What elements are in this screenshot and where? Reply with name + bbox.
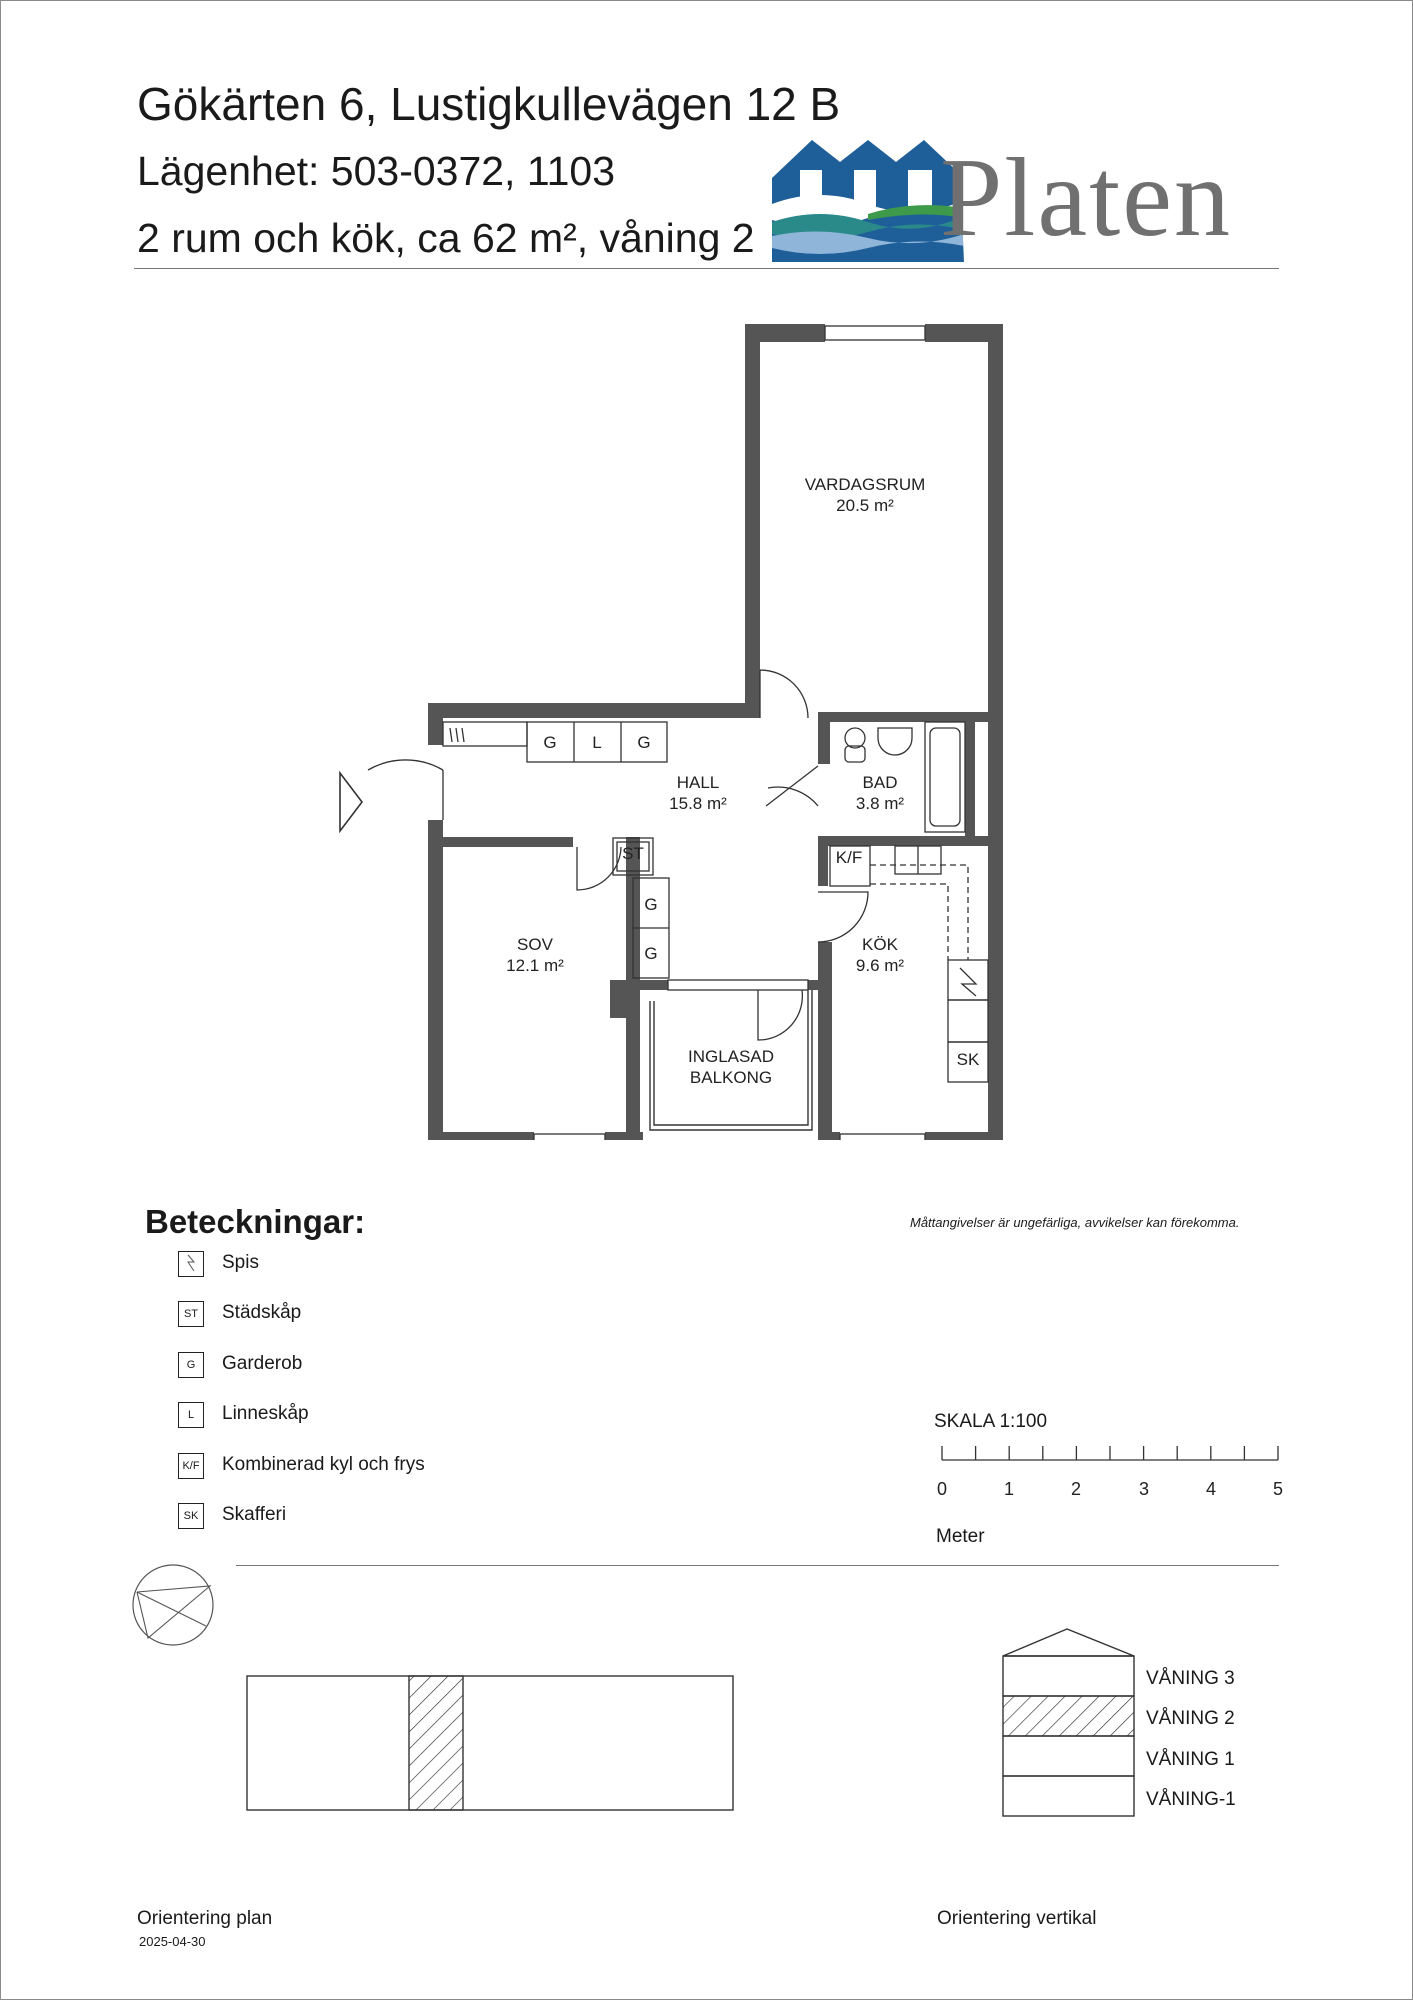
door (766, 766, 818, 806)
entrance-arrow-icon (340, 773, 362, 831)
sink-icon (878, 728, 912, 755)
legend-code: ST (178, 1301, 204, 1327)
room-name: BAD (862, 773, 898, 792)
stove (948, 960, 988, 1000)
legend-label: Skafferi (222, 1504, 287, 1525)
room-name: HALL (676, 773, 720, 792)
orientation-plan-label: Orientering plan (137, 1908, 273, 1929)
floor-label: VÅNING 1 (1146, 1749, 1235, 1770)
logo-text: Platen (940, 136, 1232, 260)
floor-block-current (1003, 1696, 1134, 1736)
wall (745, 324, 760, 714)
plan-symbol-garderob: G (644, 944, 658, 963)
kitchen-fixtures (830, 846, 988, 1082)
wall (443, 837, 573, 847)
header-divider (134, 268, 1279, 269)
scale-unit: Meter (936, 1526, 985, 1547)
disclaimer-note: Måttangivelser är ungefärliga, avvikelser kan förekomma. (910, 1215, 1240, 1230)
scale-tick-label: 5 (1272, 1479, 1284, 1499)
legend-title: Beteckningar: (145, 1203, 366, 1240)
wall (925, 1132, 1003, 1140)
wall (428, 1132, 534, 1140)
wall (818, 846, 828, 886)
window (668, 980, 808, 990)
plan-symbols (543, 733, 980, 1069)
floor-label: VÅNING 3 (1146, 1668, 1235, 1689)
plan-symbol-garderob: G (543, 733, 557, 752)
room-area: 15.8 m² (669, 794, 727, 813)
scale-tick-label: 0 (936, 1479, 948, 1499)
door (818, 892, 868, 942)
scale-title: SKALA 1:100 (934, 1411, 1048, 1432)
document-date: 2025-04-30 (139, 1934, 206, 1949)
wall (818, 712, 988, 722)
floor-plan (300, 300, 1060, 1140)
floor-block (1003, 1736, 1134, 1776)
wall (818, 712, 830, 764)
window (840, 1134, 925, 1140)
legend-code: SK (178, 1503, 204, 1529)
wall (428, 703, 760, 718)
door (577, 847, 621, 890)
address-title: Gökärten 6, Lustigkullevägen 12 B (137, 78, 841, 130)
apartment-number: Lägenhet: 503-0372, 1103 (137, 148, 616, 194)
plan-symbol-garderob: G (637, 733, 651, 752)
counter (948, 1000, 988, 1042)
room-name: INGLASAD (688, 1047, 774, 1066)
scale-bar (920, 1440, 1290, 1500)
wall (428, 820, 443, 1140)
plan-symbol-garderob: G (644, 895, 658, 914)
window (534, 1134, 605, 1140)
wall (988, 324, 1003, 1140)
legend-label: Spis (222, 1252, 259, 1273)
walls (428, 324, 1003, 1140)
footer-divider (236, 1565, 1279, 1566)
plan-symbol-linneskap: L (592, 733, 602, 752)
apartment-position-marker (409, 1676, 463, 1810)
wall (610, 980, 640, 1018)
legend-label: Linneskåp (222, 1403, 309, 1424)
scale-tick-label: 4 (1205, 1479, 1217, 1499)
orientation-vertical-diagram (1000, 1625, 1150, 1825)
legend-label: Kombinerad kyl och frys (222, 1454, 425, 1475)
room-labels (506, 475, 925, 1087)
room-area: 9.6 m² (855, 956, 905, 975)
room-name: SOV (517, 935, 553, 954)
wall (605, 1132, 643, 1140)
orientation-plan-diagram (246, 1674, 736, 1814)
room-name: VARDAGSRUM (804, 475, 926, 494)
legend-code: K/F (178, 1453, 204, 1479)
roof-icon (1003, 1629, 1134, 1656)
stove-icon (178, 1251, 204, 1277)
legend-label: Garderob (222, 1353, 303, 1374)
door (760, 670, 808, 718)
scale-tick-label: 3 (1138, 1479, 1150, 1499)
wall (428, 703, 443, 745)
plan-symbol-stadskap: ST (622, 844, 644, 863)
floor-block (1003, 1776, 1134, 1816)
stove-icon (960, 968, 976, 996)
wall (818, 942, 832, 1140)
orientation-vertical-label: Orientering vertikal (937, 1908, 1097, 1929)
window (825, 326, 925, 340)
floor-label: VÅNING-1 (1146, 1789, 1236, 1810)
plan-symbol-kyl-frys: K/F (835, 848, 863, 867)
wall (818, 836, 998, 846)
compass-icon (128, 1560, 218, 1650)
plan-symbol-skafferi: SK (956, 1050, 980, 1069)
room-area: 20.5 m² (836, 496, 894, 515)
legend-code: G (178, 1352, 204, 1378)
floor-label-current: VÅNING 2 (1146, 1708, 1235, 1729)
door (368, 760, 443, 770)
bathtub-inner (930, 728, 960, 826)
apartment-summary: 2 rum och kök, ca 62 m², våning 2 (137, 215, 755, 261)
bathtub (925, 722, 965, 832)
legend-code: L (178, 1402, 204, 1428)
scale-tick-label: 1 (1003, 1479, 1015, 1499)
scale-tick-label: 2 (1070, 1479, 1082, 1499)
room-name: KÖK (862, 935, 898, 954)
room-name: BALKONG (689, 1068, 773, 1087)
toilet-icon (845, 728, 865, 748)
room-area: 12.1 m² (506, 956, 564, 975)
floor-block (1003, 1656, 1134, 1696)
door (758, 990, 802, 1040)
shoe-rack (443, 722, 527, 746)
wall (745, 324, 825, 342)
legend-label: Städskåp (222, 1302, 302, 1323)
wall (965, 722, 975, 836)
room-area: 3.8 m² (855, 794, 905, 813)
wall (640, 980, 668, 990)
